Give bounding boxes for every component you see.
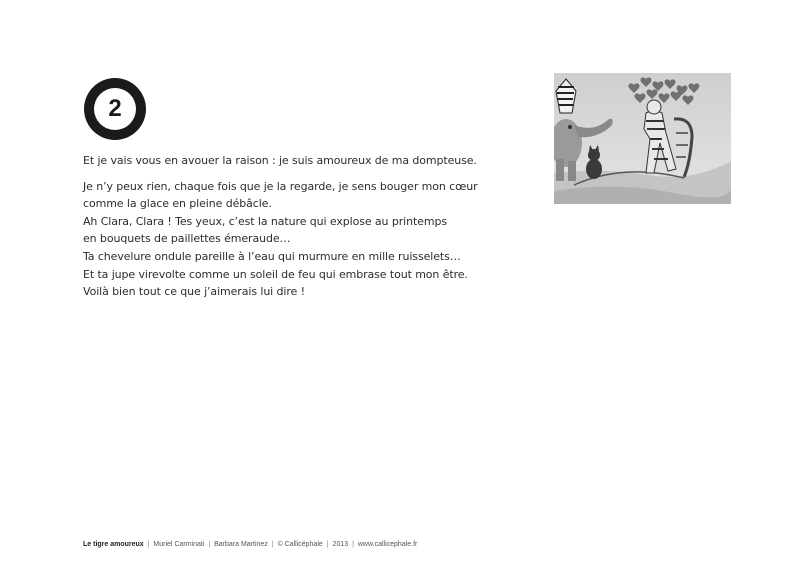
illustration-drawing [554,73,731,204]
story-illustration [554,73,731,204]
footer-separator: | [352,541,354,548]
footer-website-link[interactable]: www.callicephale.fr [357,541,418,548]
poem-line: en bouquets de paillettes émeraude… [83,232,291,246]
poem-line: Ah Clara, Clara ! Tes yeux, c’est la nature qui explose au printemps [83,214,447,228]
page-number-badge [84,78,146,140]
poem-paragraph [83,178,543,301]
footer-separator: | [208,541,211,548]
poem-line: Je n’y peux rien, chaque fois que je la regarde, je sens bouger mon cœur [83,179,478,193]
story-text [83,152,543,301]
intro-paragraph: Et je vais vous en avouer la raison : je suis amoureux de ma dompteuse. [83,154,477,167]
footer-publisher: © Callicéphale [277,541,323,548]
page-number: 2 [94,88,136,130]
footer-separator: | [326,541,329,548]
poem-line: Ta chevelure ondule pareille à l’eau qui murmure en mille ruisselets… [83,249,461,263]
footer-credits [83,541,417,548]
footer-separator: | [147,541,150,548]
footer-book-title: Le tigre amoureux [83,541,144,548]
poem-line: Voilà bien tout ce que j’aimerais lui dire ! [83,285,305,299]
footer-illustrator: Barbara Martinez [214,541,268,548]
footer-author: Muriel Carminati [153,541,205,548]
footer-year: 2013 [332,541,349,548]
poem-line: Et ta jupe virevolte comme un soleil de feu qui embrase tout mon être. [83,267,468,281]
footer-separator: | [271,541,274,548]
poem-line: comme la glace en pleine débâcle. [83,197,272,211]
